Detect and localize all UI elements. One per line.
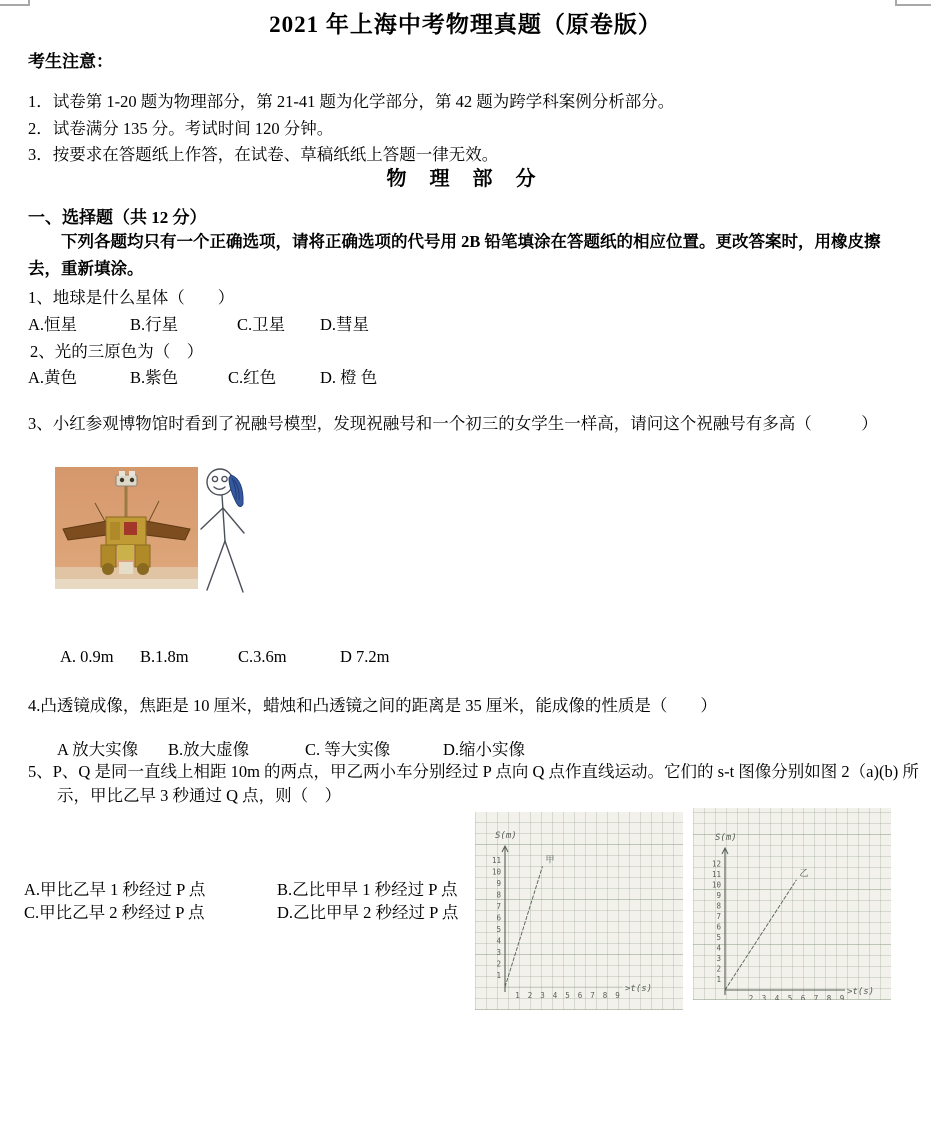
svg-text:乙: 乙 [799,868,809,879]
svg-text:>t(s): >t(s) [847,987,875,997]
option-4d: D.缩小实像 [443,740,526,759]
option-1b: B.行星 [130,315,179,334]
question-3-options [0,647,931,669]
svg-text:2: 2 [748,994,754,1000]
svg-text:3: 3 [540,991,545,1000]
svg-text:4: 4 [496,936,501,946]
svg-text:8: 8 [496,890,501,900]
svg-text:11: 11 [711,870,721,879]
part1-instructions: 下列各题均只有一个正确选项，请将正确选项的代号用 2B 铅笔填涂在答题纸的相应位置。更改答案时，用橡皮擦去，重新填涂。 [28,232,881,278]
svg-text:3: 3 [716,954,721,963]
svg-text:9: 9 [496,879,501,888]
section-heading-physics: 物 理 部 分 [386,168,545,190]
svg-text:5: 5 [496,925,501,934]
zhurong-rover-photo [55,467,198,589]
graph-a-jia-st-chart [475,812,683,1010]
option-3b: B.1.8m [140,647,189,666]
question-4-stem: 4.凸透镜成像，焦距是 10 厘米，蜡烛和凸透镜之间的距离是 35 厘米，能成像的性质是（ ） [28,696,717,715]
svg-text:3: 3 [496,948,501,957]
option-5a: A.甲比乙早 1 秒经过 P 点 [24,880,206,899]
svg-text:9: 9 [615,991,620,1000]
option-3d: D 7.2m [340,647,390,666]
svg-text:5: 5 [716,933,721,942]
question-1-stem: 1、地球是什么星体（ ） [28,288,235,307]
svg-text:7: 7 [813,994,819,1000]
option-1c: C.卫星 [237,315,286,334]
option-3a: A. 0.9m [60,647,114,666]
svg-text:1: 1 [515,991,520,1000]
svg-text:9: 9 [716,891,721,900]
svg-text:6: 6 [800,994,806,1000]
page-title: 2021 年上海中考物理真题（原卷版） [269,12,662,37]
notice-heading: 考生注意： [28,52,113,71]
option-4b: B.放大虚像 [168,740,250,759]
option-2c: C.红色 [228,368,277,387]
graph-b-yi-st-chart [693,808,891,1000]
svg-text:1: 1 [716,975,721,984]
svg-text:10: 10 [491,867,501,877]
question-2-options [0,364,931,386]
svg-text:4: 4 [552,991,558,1000]
notice-item-1: 1．试卷第 1-20 题为物理部分，第 21-41 题为化学部分，第 42 题为跨学科案例分析部分。 [28,92,675,111]
question-5-stem: 5、P、Q 是同一直线上相距 10m 的两点，甲乙两小车分别经过 P 点向 Q 点作直线运动。它们的 s-t 图像分别如图 2（a)(b) 所示，甲比乙早 3 秒通过 Q 点，则（ ） [28,762,919,805]
svg-text:2: 2 [496,959,501,969]
svg-text:9: 9 [839,994,845,1000]
svg-text:8: 8 [716,901,721,911]
svg-text:3: 3 [761,994,767,1000]
question-4-options [0,736,931,758]
svg-text:10: 10 [711,880,721,890]
svg-text:7: 7 [590,991,595,1000]
notice-item-3: 3．按要求在答题纸上作答，在试卷、草稿纸纸上答题一律无效。 [28,145,499,164]
svg-text:6: 6 [716,922,721,932]
svg-text:2: 2 [527,991,533,1000]
svg-text:8: 8 [826,994,832,1000]
svg-text:8: 8 [602,991,608,1000]
svg-text:S(m): S(m) [715,833,737,843]
svg-text:4: 4 [774,994,780,1000]
option-2d: D. 橙 色 [320,368,378,387]
option-4a: A 放大实像 [57,740,139,759]
svg-text:>t(s): >t(s) [625,984,653,994]
option-5b: B.乙比甲早 1 秒经过 P 点 [277,880,458,899]
option-3c: C.3.6m [238,647,287,666]
svg-text:6: 6 [496,913,501,923]
svg-text:12: 12 [711,859,721,869]
svg-text:5: 5 [565,991,570,1000]
svg-text:1: 1 [496,971,501,980]
option-2a: A.黄色 [28,368,78,387]
option-2b: B.紫色 [130,368,179,387]
svg-text:2: 2 [716,964,721,974]
option-1d: D.彗星 [320,315,370,334]
option-4c: C. 等大实像 [305,740,391,759]
question-2-stem: 2、光的三原色为（ ） [30,342,204,361]
part1-heading: 一、选择题（共 12 分） [28,208,207,227]
svg-text:11: 11 [491,856,501,865]
svg-text:S(m): S(m) [495,831,517,841]
stick-figure-girl [198,466,256,596]
question-3-stem: 3、小红参观博物馆时看到了祝融号模型，发现祝融号和一个初三的女学生一样高，请问这个祝融号有多高（ ） [28,414,878,433]
notice-item-2: 2．试卷满分 135 分。考试时间 120 分钟。 [28,119,334,138]
svg-text:5: 5 [787,994,793,1000]
option-1a: A.恒星 [28,315,78,334]
option-5d: D.乙比甲早 2 秒经过 P 点 [277,903,459,922]
svg-text:7: 7 [716,912,721,921]
svg-text:甲: 甲 [545,855,555,866]
svg-text:4: 4 [716,943,721,953]
question-1-options [0,311,931,333]
option-5c: C.甲比乙早 2 秒经过 P 点 [24,903,205,922]
svg-text:6: 6 [577,991,583,1000]
svg-text:7: 7 [496,902,501,911]
